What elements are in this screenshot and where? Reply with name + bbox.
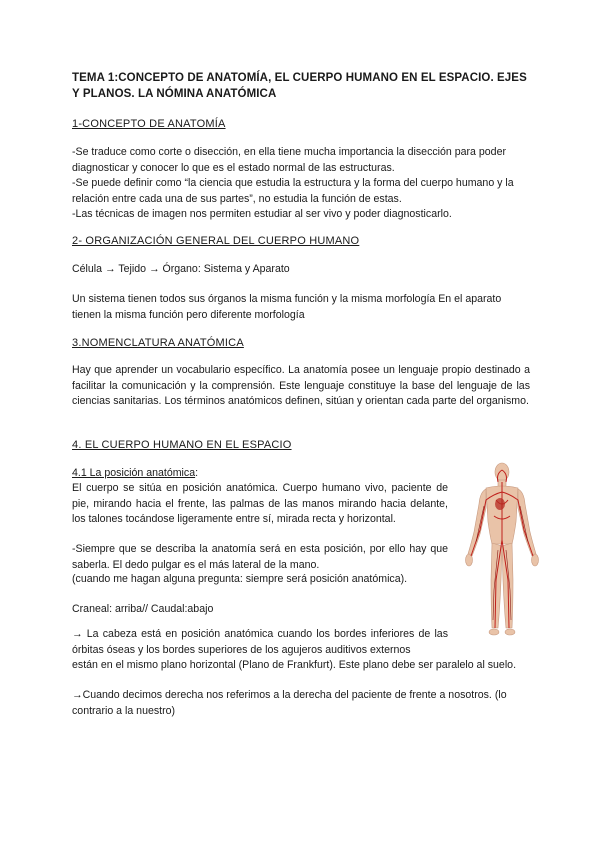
section-4-para-1: El cuerpo se sitúa en posición anatómica. Cuerpo humano vivo, paciente de pie, mirando hacia el frente, las palmas de las manos mirando hacia delante, los talones tocándose ligeramente entre sí, mirada recta y horizontal.	[72, 482, 448, 525]
section-4-para-3: (cuando me hagan alguna pregunta: siempre será posición anatómica).	[72, 573, 408, 585]
section-1-line-2: -Se puede definir como “la ciencia que estudia la estructura y la forma del cuerpo humano y la relación entre cada una de sus partes”, no estudia la función de estas.	[72, 177, 514, 205]
anatomical-figure-image	[456, 460, 548, 642]
section-1-line-1: -Se traduce como corte o disección, en ella tiene mucha importancia la disección para poder diagnosticar y conocer lo que es el estado normal de las estructuras.	[72, 146, 506, 174]
section-1-body	[72, 145, 530, 223]
subsection-4-1-colon: :	[195, 467, 199, 479]
section-2-text: Un sistema tienen todos sus órganos la misma función y la misma morfología En el aparato tienen la misma función pero diferente morfología	[72, 293, 502, 321]
section-2-heading: 2- ORGANIZACIÓN GENERAL DEL CUERPO HUMANO	[72, 235, 360, 247]
section-1-line-3: -Las técnicas de imagen nos permiten estudiar al ser vivo y poder diagnosticarlo.	[72, 208, 452, 220]
section-4-craneal-caudal: Craneal: arriba// Caudal:abajo	[72, 603, 214, 615]
section-2-chain: Célula → Tejido → Órgano: Sistema y Aparato	[72, 263, 290, 275]
section-4-para-2: -Siempre que se describa la anatomía será en esta posición, por ello hay que saberla. El dedo pulgar es el más lateral de la mano.	[72, 543, 448, 571]
section-4-arrow-2: →Cuando decimos derecha nos referimos a la derecha del paciente de frente a nosotros. (lo contrario a la nuestro)	[72, 689, 507, 717]
section-1-heading: 1-CONCEPTO DE ANATOMÍA	[72, 118, 226, 130]
section-3-text: Hay que aprender un vocabulario específico. La anatomía posee un lenguaje propio destinado a facilitar la comunicación y la comprensión. Este lenguaje constituye la base del lenguaje de las ciencias sanitarias. Los términos anatómicos definen, sitúan y orientan cada parte del organismo.	[72, 364, 530, 407]
section-4-arrow-1a: → La cabeza está en posición anatómica cuando los bordes inferiores de las órbitas óseas y los bordes superiores de los agujeros auditivos externos	[72, 628, 448, 656]
human-body-illustration	[456, 460, 548, 642]
subsection-4-1-label: 4.1 La posición anatómica	[72, 467, 196, 479]
section-3-heading: 3.NOMENCLATURA ANATÓMICA	[72, 337, 244, 349]
section-4-arrow-1b: están en el mismo plano horizontal (Plano de Frankfurt). Este plano debe ser paralelo al suelo.	[72, 659, 517, 671]
page-title: TEMA 1:CONCEPTO DE ANATOMÍA, EL CUERPO HUMANO EN EL ESPACIO. EJES Y PLANOS. LA NÓMINA ANATÓMICA	[72, 72, 527, 100]
section-4-heading: 4. EL CUERPO HUMANO EN EL ESPACIO	[72, 439, 292, 451]
